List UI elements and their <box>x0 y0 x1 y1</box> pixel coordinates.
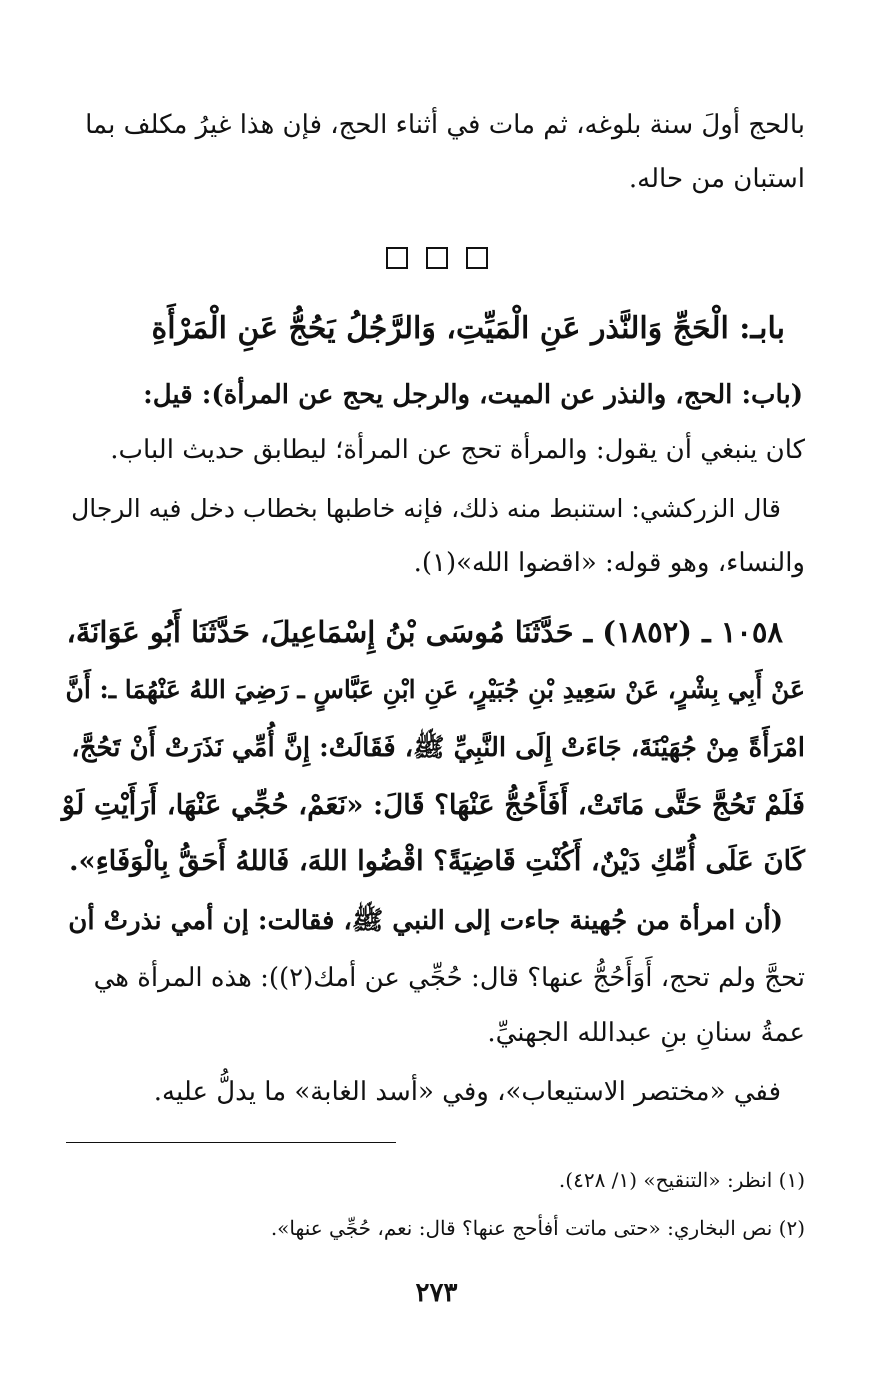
square-ornament-icon <box>426 247 448 269</box>
commentary-line: تحجَّ ولم تحج، أَوَأَحُجُّ عنها؟ قال: حُجِّي عن أمك(٢)): هذه المرأة هي <box>93 963 805 993</box>
commentary-line <box>143 382 803 408</box>
footnote: (١) انظر: «التنقيح» (١/ ٤٢٨). <box>558 1168 805 1192</box>
hadith-line: كَانَ عَلَى أُمِّكِ دَيْنٌ، أَكُنْتِ قَاضِيَةً؟ اقْضُوا اللهَ، فَاللهُ أَحَقُّ بِالْوَفَاءِ». <box>68 845 805 877</box>
hadith-line: ١٠٥٨ ـ (١٨٥٢) ـ حَدَّثَنَا مُوسَى بْنُ إِسْمَاعِيلَ، حَدَّثَنَا أَبُو عَوَانَةَ، <box>66 615 783 649</box>
hadith-line: امْرَأَةً مِنْ جُهَيْنَةَ، جَاءَتْ إِلَى النَّبِيِّ ﷺ، فَقَالَتْ: إِنَّ أُمِّي نَذَرَتْ أَنْ تَحُجَّ، <box>71 733 805 763</box>
commentary-line: عمةُ سنانِ بنِ عبدالله الجهنيِّ. <box>487 1018 805 1048</box>
hadith-line: فَلَمْ تَحُجَّ حَتَّى مَاتَتْ، أَفَأَحُجُّ عَنْهَا؟ قَالَ: «نَعَمْ، حُجِّي عَنْهَا، أَرَأَيْتِ لَوْ <box>61 789 805 821</box>
commentary-line: (أن امرأة من جُهينة جاءت إلى النبي ﷺ، فقالت: إن أمي نذرتْ أن <box>68 906 783 936</box>
commentary-line: كان ينبغي أن يقول: والمرأة تحج عن المرأة؛ ليطابق حديث الباب. <box>110 435 805 465</box>
footnote-separator <box>66 1142 396 1143</box>
commentary-text: (باب: الحج، والنذر عن الميت، والرجل يحج عن المرأة): قيل: <box>143 380 803 410</box>
paragraph-line: استبان من حاله. <box>628 164 805 194</box>
commentary-line: والنساء، وهو قوله: «اقضوا الله»(١). <box>413 548 805 578</box>
chapter-heading: بابـ: الْحَجِّ وَالنَّذر عَنِ الْمَيِّتِ، وَالرَّجُلُ يَحُجُّ عَنِ الْمَرْأَةِ <box>151 311 785 346</box>
square-ornament-icon <box>466 247 488 269</box>
section-divider-ornament <box>0 247 873 269</box>
commentary-line: ففي «مختصر الاستيعاب»، وفي «أسد الغابة» ما يدلُّ عليه. <box>153 1077 781 1107</box>
footnote: (٢) نص البخاري: «حتى ماتت أفأحج عنها؟ قال: نعم، حُجِّي عنها». <box>270 1216 805 1240</box>
page-number: ٢٧٣ <box>415 1278 458 1308</box>
square-ornament-icon <box>386 247 408 269</box>
paragraph-line: بالحج أولَ سنة بلوغه، ثم مات في أثناء الحج، فإن هذا غيرُ مكلف بما <box>85 110 805 140</box>
hadith-line: عَنْ أَبِي بِشْرٍ، عَنْ سَعِيدِ بْنِ جُبَيْرٍ، عَنِ ابْنِ عَبَّاسٍ ـ رَضِيَ اللهُ عَنْهُمَا ـ: أَنَّ <box>65 675 805 704</box>
commentary-line: قال الزركشي: استنبط منه ذلك، فإنه خاطبها بخطاب دخل فيه الرجال <box>71 494 781 523</box>
